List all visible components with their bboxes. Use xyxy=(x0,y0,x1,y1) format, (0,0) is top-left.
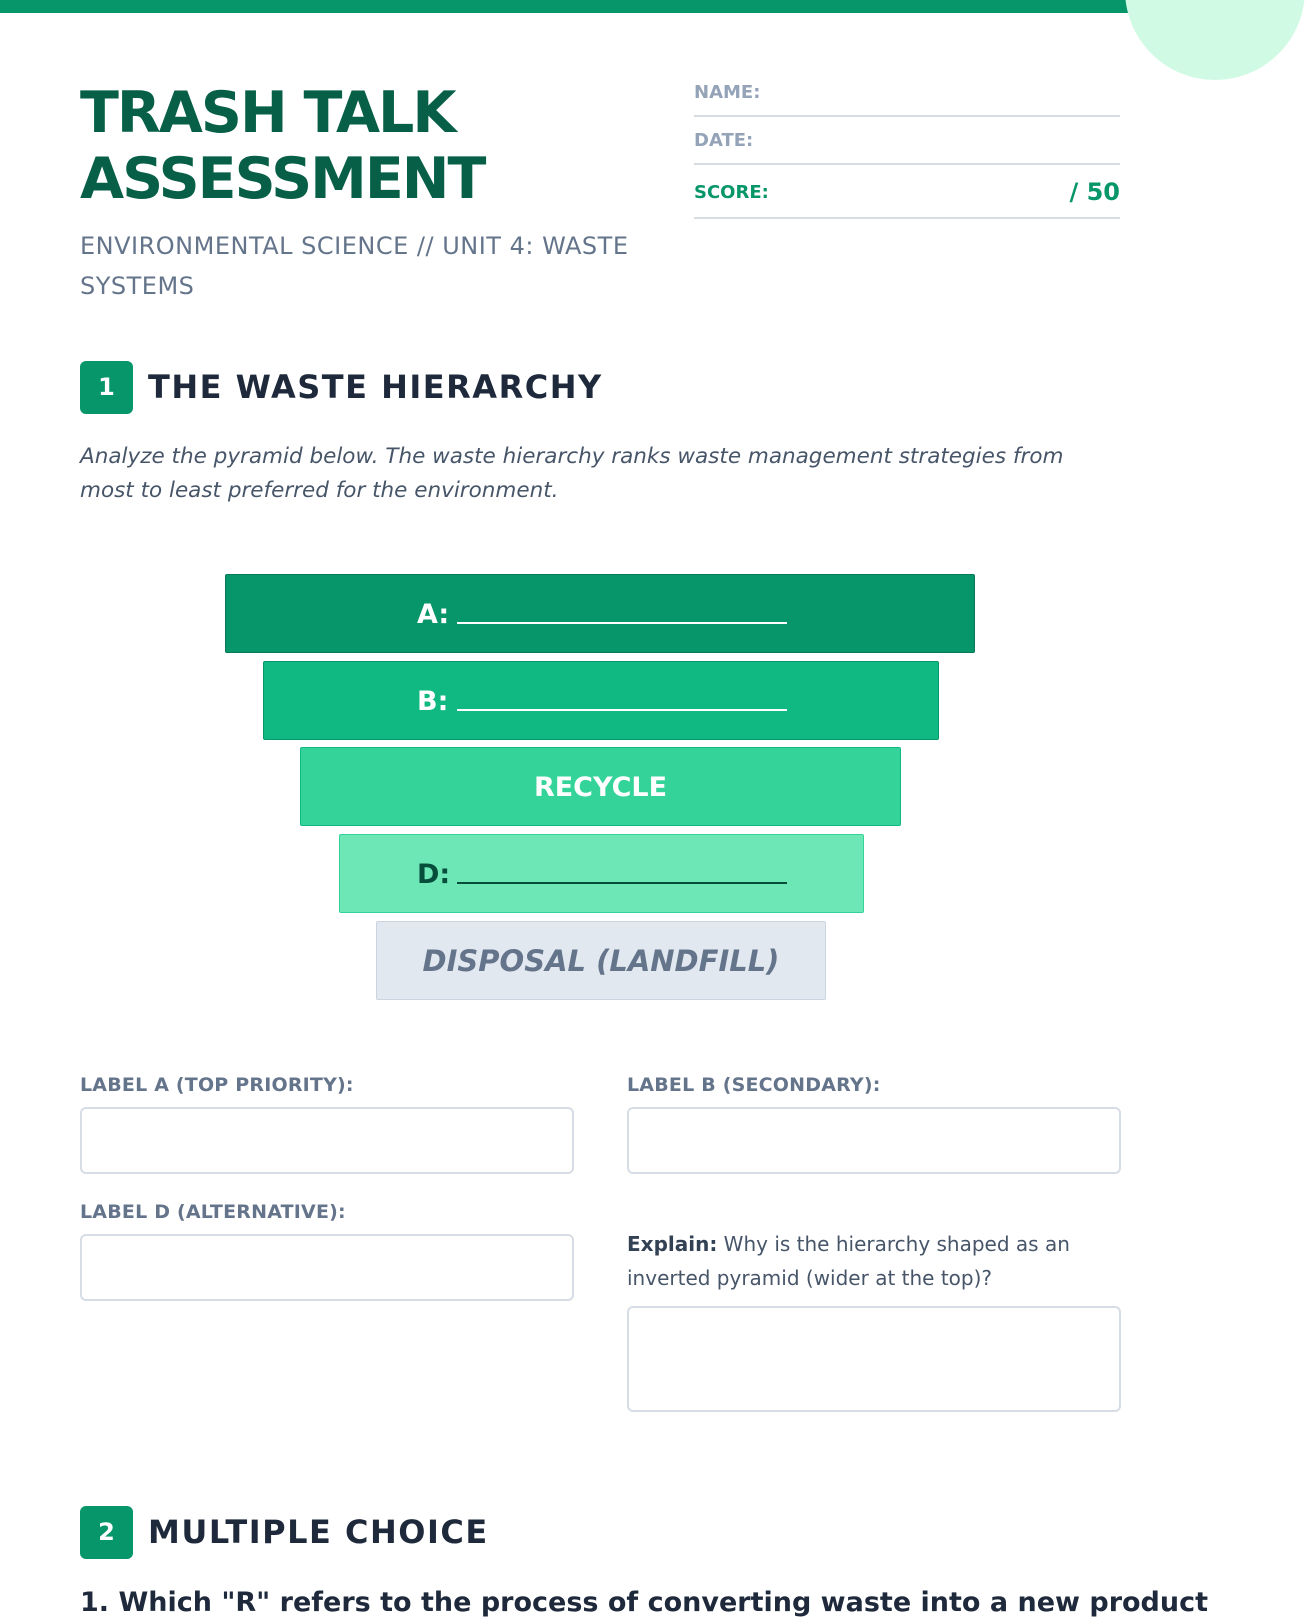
title-line-1: TRASH TALK xyxy=(80,80,455,146)
date-field[interactable] xyxy=(694,128,1120,165)
section-2-badge: 2 xyxy=(80,1506,133,1559)
top-accent-bar xyxy=(0,0,1200,13)
pyramid-tier-a xyxy=(225,574,975,653)
pyramid-tier-c xyxy=(300,747,901,826)
score-label: SCORE: xyxy=(694,182,769,203)
label-b-input[interactable] xyxy=(627,1107,1121,1174)
title-line-2: ASSESSMENT xyxy=(80,146,485,212)
section-1-title: THE WASTE HIERARCHY xyxy=(148,368,603,406)
section-1-instructions: Analyze the pyramid below. The waste hierarchy ranks waste management strategies from most to least preferred for the environment. xyxy=(80,444,1064,503)
tier-a-label: A: xyxy=(417,599,450,630)
label-d-input[interactable] xyxy=(80,1234,574,1301)
section-1-badge: 1 xyxy=(80,361,133,414)
section-2-title: MULTIPLE CHOICE xyxy=(148,1513,489,1551)
course-subtitle: ENVIRONMENTAL SCIENCE // UNIT 4: WASTE SYSTEMS xyxy=(80,232,629,300)
pyramid-tier-e xyxy=(376,921,826,1000)
explain-answer-box[interactable] xyxy=(627,1306,1121,1412)
name-label: NAME: xyxy=(694,82,761,103)
tier-e-label: DISPOSAL (LANDFILL) xyxy=(422,944,780,978)
label-b-caption: LABEL B (SECONDARY): xyxy=(627,1074,881,1096)
date-label: DATE: xyxy=(694,130,754,151)
explain-prompt xyxy=(627,1227,1127,1295)
tier-b-blank xyxy=(457,709,787,711)
label-a-caption: LABEL A (TOP PRIORITY): xyxy=(80,1074,354,1096)
tier-d-blank xyxy=(457,882,787,884)
score-field xyxy=(694,176,1120,219)
name-field[interactable] xyxy=(694,80,1120,117)
tier-d-label: D: xyxy=(417,859,451,890)
explain-lead: Explain: xyxy=(627,1232,718,1256)
label-d-caption: LABEL D (ALTERNATIVE): xyxy=(80,1201,346,1223)
question-1-text: 1. Which "R" refers to the process of converting waste into a new product xyxy=(80,1587,1209,1618)
explain-question: Why is the hierarchy shaped as an inverted pyramid (wider at the top)? xyxy=(627,1232,1070,1290)
worksheet-title xyxy=(80,80,484,212)
pyramid-tier-d xyxy=(339,834,864,913)
tier-a-blank xyxy=(457,622,787,624)
corner-decoration xyxy=(1125,0,1305,80)
tier-c-label: RECYCLE xyxy=(533,772,668,803)
score-total: / 50 xyxy=(1069,178,1120,206)
label-a-input[interactable] xyxy=(80,1107,574,1174)
tier-b-label: B: xyxy=(417,686,449,717)
pyramid-tier-b xyxy=(263,661,939,740)
